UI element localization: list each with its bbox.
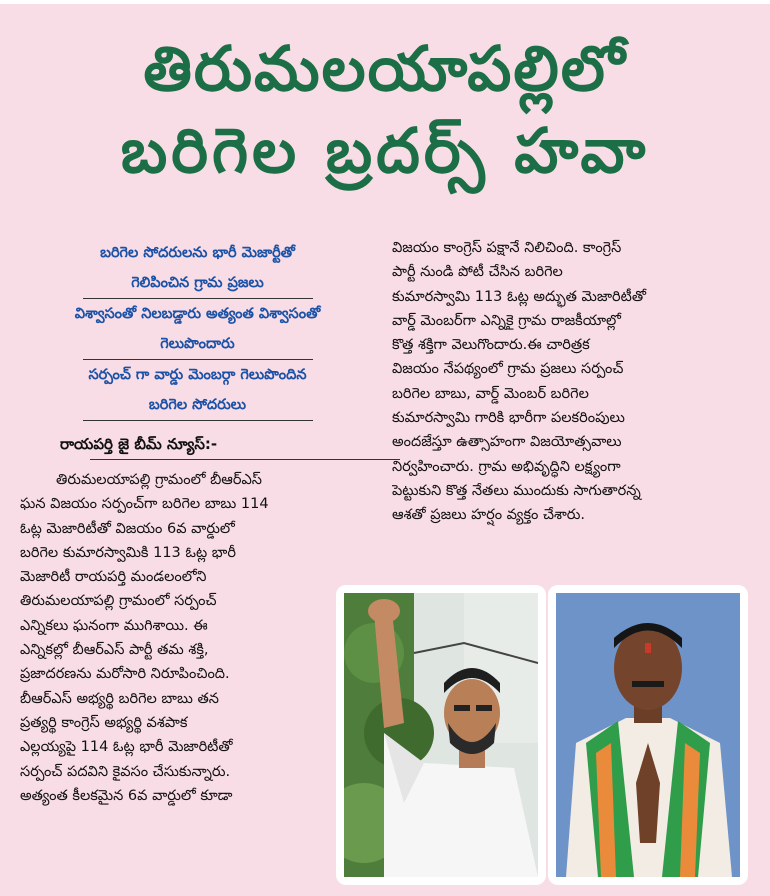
subhead-line: బరిగెల సోదరులను భారీ మెజార్టీతో (100, 245, 295, 261)
body-line: తిరుమలయాపల్లి గ్రామంలో సర్పంచ్ (20, 593, 217, 610)
body-line: విజయం కాంగ్రెస్ పక్షానే నిలిచింది. కాంగ్రెస్ (392, 240, 622, 256)
subheads (20, 238, 375, 421)
body-line: కుమారస్వామి 113 ఓట్ల అద్భుత మెజారిటీతో (392, 288, 646, 305)
body-line: కుమారస్వామి గారికి భారీగా పలకరింపులు (392, 410, 625, 427)
subhead-line: గెలుపొందారు (160, 336, 235, 352)
photo-ward-member-image (556, 593, 740, 877)
body-line: ఎన్నికల్లో బీఆర్ఎస్ పార్టీ తమ శక్తి, (20, 642, 209, 659)
body-line: మెజారిటీ రాయపర్తి మండలంలోని (20, 569, 207, 586)
top-border (0, 0, 770, 4)
photo-sarpanch-image (344, 593, 538, 877)
byline (20, 431, 375, 460)
body-line: నిర్వహించారు. గ్రామ అభివృద్ధిని లక్ష్యంగా (392, 458, 621, 475)
body-line: ఆశతో ప్రజలు హర్షం వ్యక్తం చేశారు. (392, 507, 586, 524)
subhead-line: గెలిపించిన గ్రామ ప్రజలు (131, 275, 264, 291)
headline-line-2: బరిగెల బ్రదర్స్ హవా (120, 114, 650, 187)
body-line: అందజేస్తూ ఉత్సాహంగా విజయోత్సవాలు (392, 434, 622, 451)
body-line: బీఆర్ఎస్ అభ్యర్థి బరిగెల బాబు తన (20, 690, 219, 707)
ward-member-portrait (556, 593, 740, 877)
left-column (20, 238, 375, 808)
left-body-text (20, 468, 375, 808)
body-line: విజయం నేపథ్యంలో గ్రామ ప్రజలు సర్పంచ్ (392, 361, 624, 378)
subhead-line: విశ్వాసంతో నిలబడ్డారు అత్యంత విశ్వాసంతో (74, 306, 321, 322)
right-body-text (392, 236, 752, 528)
headline-line-1: తిరుమలయాపల్లిలో (143, 32, 627, 105)
body-line: ప్రజాదరణను మరోసారి నిరూపించింది. (20, 666, 230, 683)
body-line: కొత్త శక్తిగా వెలుగొందారు.ఈ చారిత్రక (392, 337, 590, 354)
subhead-line: బరిగెల సోదరులు (148, 397, 247, 413)
divider (83, 420, 313, 421)
body-line: పార్టీ నుండి పోటీ చేసిన బరిగెల (392, 264, 563, 281)
subhead-line: సర్పంచ్ గా వార్డు మెంబర్గా గెలుపొందిన (88, 367, 307, 383)
body-line: పెట్టుకుని కొత్త నేతలు ముందుకు సాగుతారన్న (392, 482, 641, 499)
body-line: ప్రత్యర్థి కాంగ్రెస్ అభ్యర్థి వశపాక (20, 714, 188, 731)
right-column (392, 236, 752, 528)
body-line: బరిగెల కుమారస్వామికి 113 ఓట్ల భారీ (20, 544, 236, 561)
body-line: వార్డ్ మెంబర్‌గా ఎన్నికై గ్రామ రాజకీయాల్లో (392, 312, 621, 329)
body-line: అత్యంత కీలకమైన 6వ వార్డులో కూడా (20, 787, 233, 804)
headline (0, 30, 770, 194)
body-line: తిరుమలయాపల్లి గ్రామంలో బీఆర్ఎస్ (56, 472, 262, 488)
byline-underline (90, 459, 400, 460)
body-line: ఓట్ల మెజారిటీతో విజయం 6వ వార్డులో (20, 520, 235, 537)
sarpanch-portrait (344, 593, 538, 877)
photo-sarpanch (336, 585, 546, 885)
body-line: ఘన విజయం సర్పంచ్‌గా బరిగెల బాబు 114 (20, 496, 269, 513)
body-line: ఎన్నికలు ఘనంగా ముగిశాయి. ఈ (20, 617, 208, 634)
body-line: బరిగెల బాబు, వార్డ్ మెంబర్ బరిగెల (392, 385, 589, 402)
byline-text: రాయపర్తి జై బీమ్ న్యూస్:- (60, 435, 218, 453)
photo-ward-member (548, 585, 748, 885)
body-line: సర్పంచ్ పదవిని కైవసం చేసుకున్నారు. (20, 763, 231, 780)
body-line: ఎల్లయ్యపై 114 ఓట్ల భారీ మెజారిటీతో (20, 739, 233, 756)
